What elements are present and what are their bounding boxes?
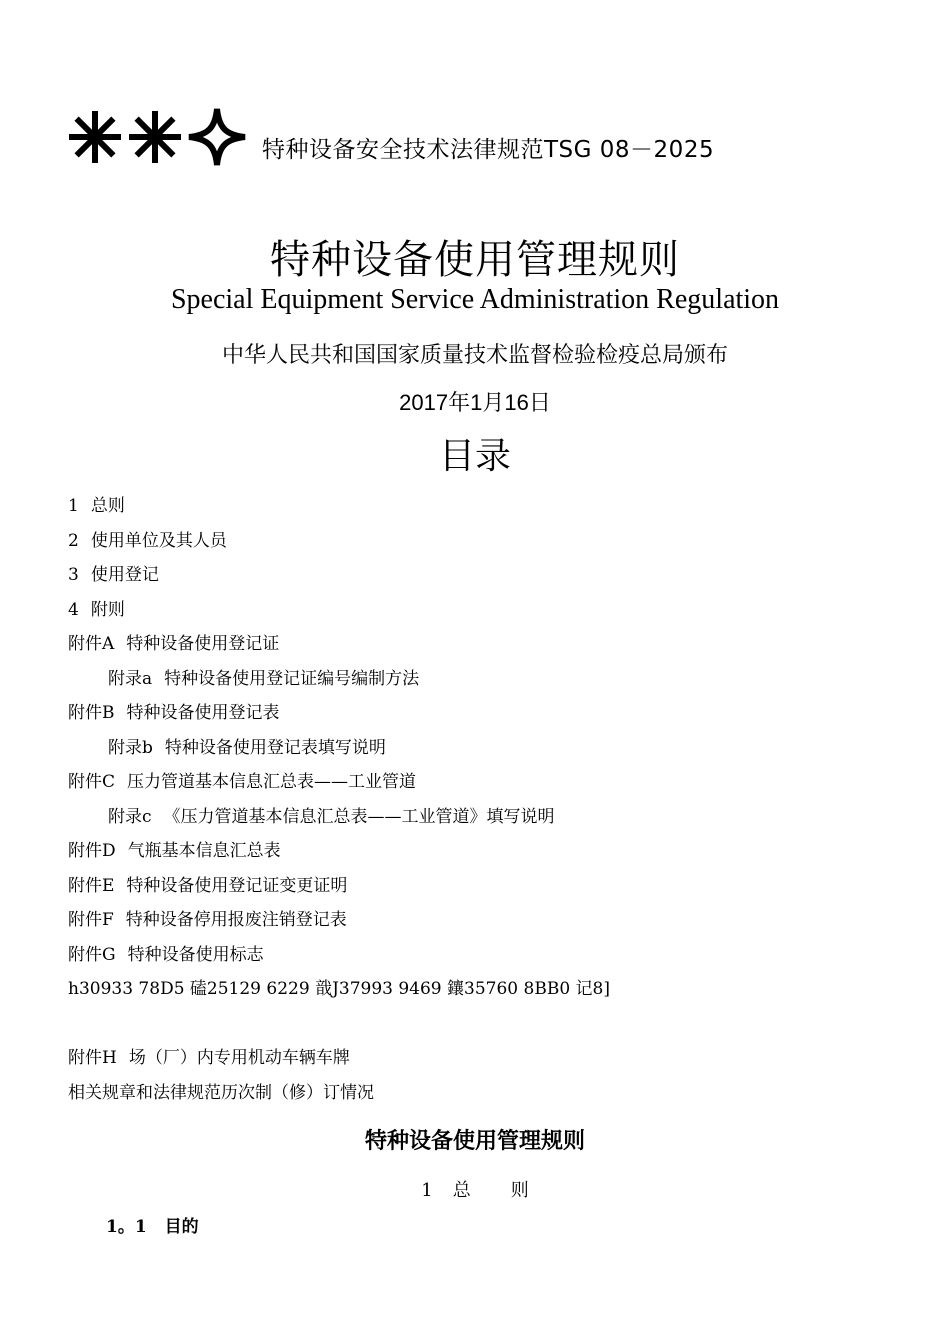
toc-item-number: 附件H bbox=[68, 1048, 117, 1068]
toc-item-label: 使用登记 bbox=[90, 565, 159, 585]
regulation-series: 特种设备安全技术法律规范TSG 08－2025 bbox=[262, 137, 715, 163]
clause-title: 目的 bbox=[164, 1217, 199, 1237]
toc-item-number: 附件D bbox=[68, 841, 116, 861]
four-point-star-icon bbox=[186, 106, 248, 168]
toc-item-number: 1 bbox=[68, 496, 79, 516]
toc-item-label: 特种设备使用登记证编号编制方法 bbox=[164, 668, 420, 689]
toc-item-number: 4 bbox=[68, 599, 79, 620]
toc-item[interactable] bbox=[68, 598, 610, 633]
toc-item-number: 附件A bbox=[68, 634, 115, 654]
table-of-contents bbox=[68, 494, 610, 1115]
toc-item-label: 特种设备使用登记表 bbox=[126, 703, 280, 723]
toc-item-number: 附件E bbox=[68, 875, 115, 896]
issue-date: 2017年1月16日 bbox=[399, 390, 551, 415]
chapter-heading bbox=[0, 1176, 950, 1202]
toc-item-number: 3 bbox=[68, 565, 79, 585]
toc-item-label: 总则 bbox=[90, 496, 125, 516]
toc-item-label: 《压力管道基本信息汇总表——工业管道》填写说明 bbox=[163, 806, 555, 827]
toc-item[interactable] bbox=[68, 1046, 610, 1081]
toc-item-number: 附件F bbox=[68, 910, 114, 930]
section-title: 特种设备使用管理规则 bbox=[364, 1129, 585, 1154]
toc-heading: 目录 bbox=[438, 436, 511, 477]
toc-item[interactable] bbox=[68, 770, 610, 805]
toc-item-label: 特种设备使用登记表填写说明 bbox=[164, 737, 386, 758]
document-header bbox=[66, 98, 714, 168]
clause-heading bbox=[106, 1212, 199, 1237]
toc-item[interactable] bbox=[68, 1081, 610, 1116]
toc-subitem[interactable] bbox=[68, 736, 610, 771]
toc-item-label: 场（厂）内专用机动车辆车牌 bbox=[128, 1048, 350, 1068]
chapter-title-part: 则 bbox=[510, 1180, 529, 1201]
toc-item-number: 附录c bbox=[108, 806, 152, 827]
document-title-english: Special Equipment Service Administration Regulation bbox=[170, 284, 780, 315]
issuing-authority: 中华人民共和国国家质量技术监督检验检疫总局颁布 bbox=[221, 343, 728, 368]
toc-item-number: 2 bbox=[68, 530, 79, 551]
chapter-title-part: 总 bbox=[452, 1180, 471, 1201]
toc-item-number: 附件C bbox=[68, 772, 116, 792]
clause-number: 1。1 bbox=[106, 1217, 147, 1237]
toc-item[interactable] bbox=[68, 943, 610, 978]
toc-item-label: 相关规章和法律规范历次制（修）订情况 bbox=[68, 1082, 374, 1103]
chapter-number: 1 bbox=[421, 1180, 433, 1201]
toc-item-label: 特种设备使用登记证 bbox=[126, 634, 280, 654]
toc-item-label: 气瓶基本信息汇总表 bbox=[127, 841, 281, 861]
toc-item[interactable] bbox=[68, 529, 610, 564]
toc-item[interactable] bbox=[68, 908, 610, 943]
toc-item[interactable] bbox=[68, 494, 610, 529]
toc-item-number: 附件B bbox=[68, 703, 115, 723]
toc-item-number: 附录b bbox=[108, 737, 153, 758]
tsg-logo bbox=[66, 106, 248, 168]
toc-item-number: 附件G bbox=[68, 944, 116, 965]
toc-item[interactable] bbox=[68, 874, 610, 909]
toc-item[interactable] bbox=[68, 632, 610, 667]
asterisk-icon bbox=[66, 108, 124, 166]
toc-subitem[interactable] bbox=[68, 805, 610, 840]
toc-item[interactable] bbox=[68, 839, 610, 874]
toc-item[interactable] bbox=[68, 701, 610, 736]
toc-item[interactable] bbox=[68, 563, 610, 598]
toc-subitem[interactable] bbox=[68, 667, 610, 702]
asterisk-icon bbox=[126, 108, 184, 166]
toc-item-number: 附录a bbox=[108, 668, 153, 689]
toc-item-label: 特种设备使用登记证变更证明 bbox=[126, 875, 348, 896]
toc-item-label: 特种设备停用报废注销登记表 bbox=[125, 910, 347, 930]
document-title: 特种设备使用管理规则 bbox=[270, 237, 680, 283]
toc-item-label: h30933 78D5 磕25129 6229 戠J37993 9469 鑲35760 8BB0 记8] bbox=[68, 979, 610, 999]
toc-item-label: 附则 bbox=[90, 599, 125, 620]
toc-item-label: 压力管道基本信息汇总表——工业管道 bbox=[127, 772, 417, 792]
toc-item-label: 使用单位及其人员 bbox=[90, 530, 227, 551]
toc-item-label: 特种设备使用标志 bbox=[127, 944, 264, 965]
toc-garbled-line bbox=[68, 977, 610, 1046]
